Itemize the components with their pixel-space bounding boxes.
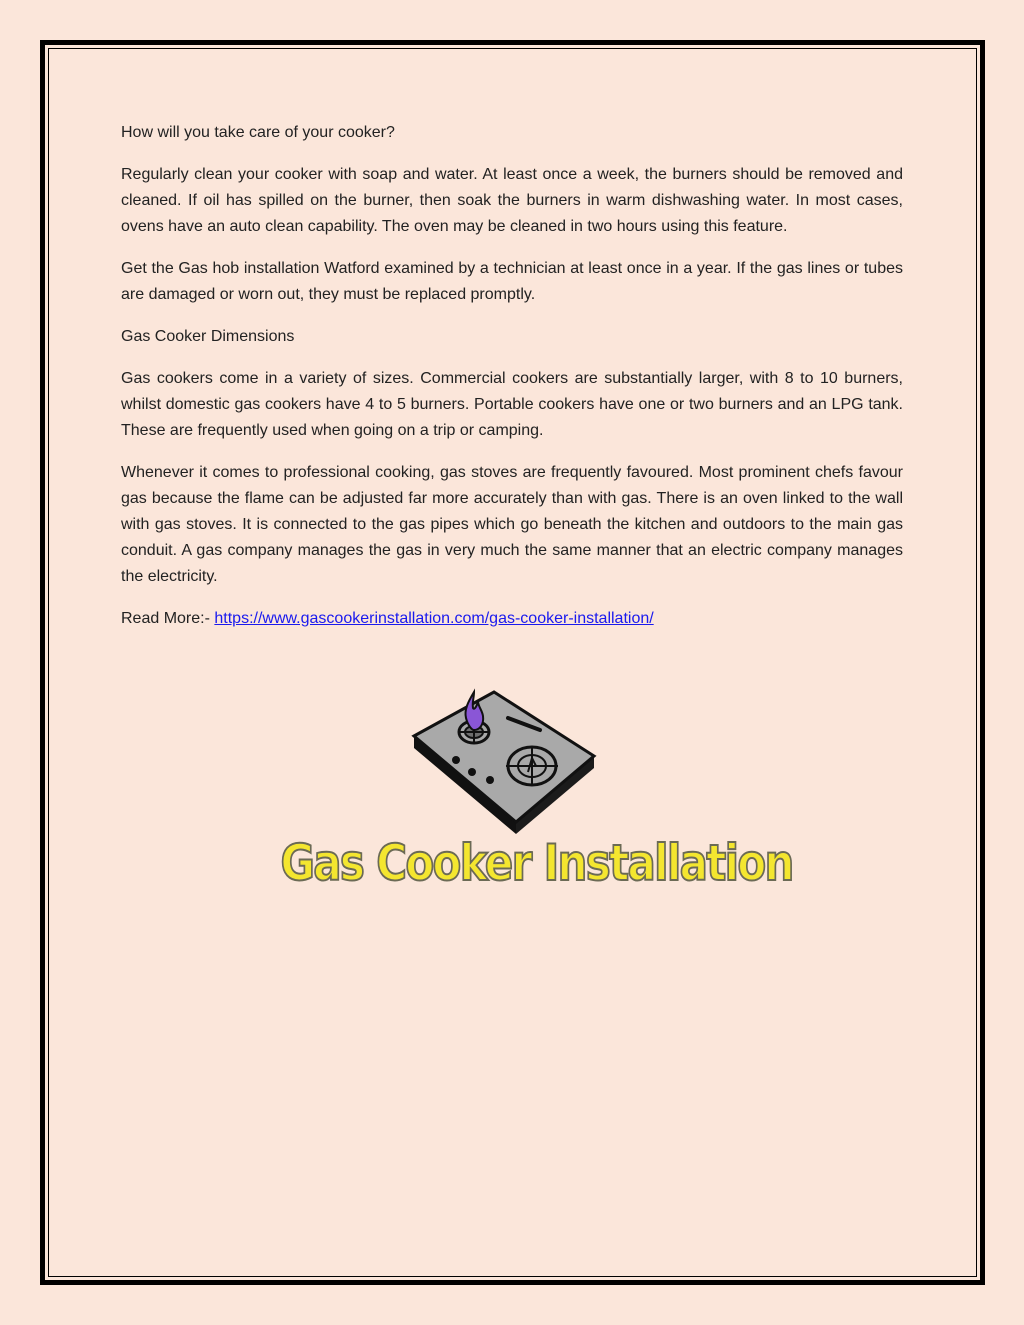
read-more-link[interactable]: https://www.gascookerinstallation.com/gas-cooker-installation/ bbox=[214, 610, 654, 627]
dimensions-heading: Gas Cooker Dimensions bbox=[121, 328, 295, 345]
paragraph-sizes: Gas cookers come in a variety of sizes. Commercial cookers are substantially larger, with 8 to 10 burners, whilst domestic gas cookers have 4 to 5 burners. Portable cookers have one or two burners and an LPG tank. These are frequently used when going on a trip or camping. bbox=[121, 370, 903, 439]
article bbox=[121, 120, 903, 648]
paragraph-inspection: Get the Gas hob installation Watford examined by a technician at least once in a year. If the gas lines or tubes are damaged or worn out, they must be replaced promptly. bbox=[121, 260, 903, 303]
gas-hob-icon bbox=[236, 684, 792, 844]
paragraph-cleaning: Regularly clean your cooker with soap and water. At least once a week, the burners should be removed and cleaned. If oil has spilled on the burner, then soak the burners in warm dishwashing water. In most cases, ovens have an auto clean capability. The oven may be cleaned in two hours using this feature. bbox=[121, 166, 903, 235]
gas-cooker-installation-logo bbox=[236, 684, 792, 914]
read-more bbox=[121, 606, 903, 632]
paragraph-professional: Whenever it comes to professional cooking, gas stoves are frequently favoured. Most prominent chefs favour gas because the flame can be adjusted far more accurately than with gas. There is an oven linked to the wall with gas stoves. It is connected to the gas pipes which go beneath the kitchen and outdoors to the main gas conduit. A gas company manages the gas in very much the same manner that an electric company manages the electricity. bbox=[121, 464, 903, 585]
care-heading: How will you take care of your cooker? bbox=[121, 124, 395, 141]
logo-text: Gas Cooker Installation bbox=[280, 834, 793, 892]
flame-icon bbox=[465, 692, 483, 730]
read-more-label: Read More:- bbox=[121, 610, 215, 627]
